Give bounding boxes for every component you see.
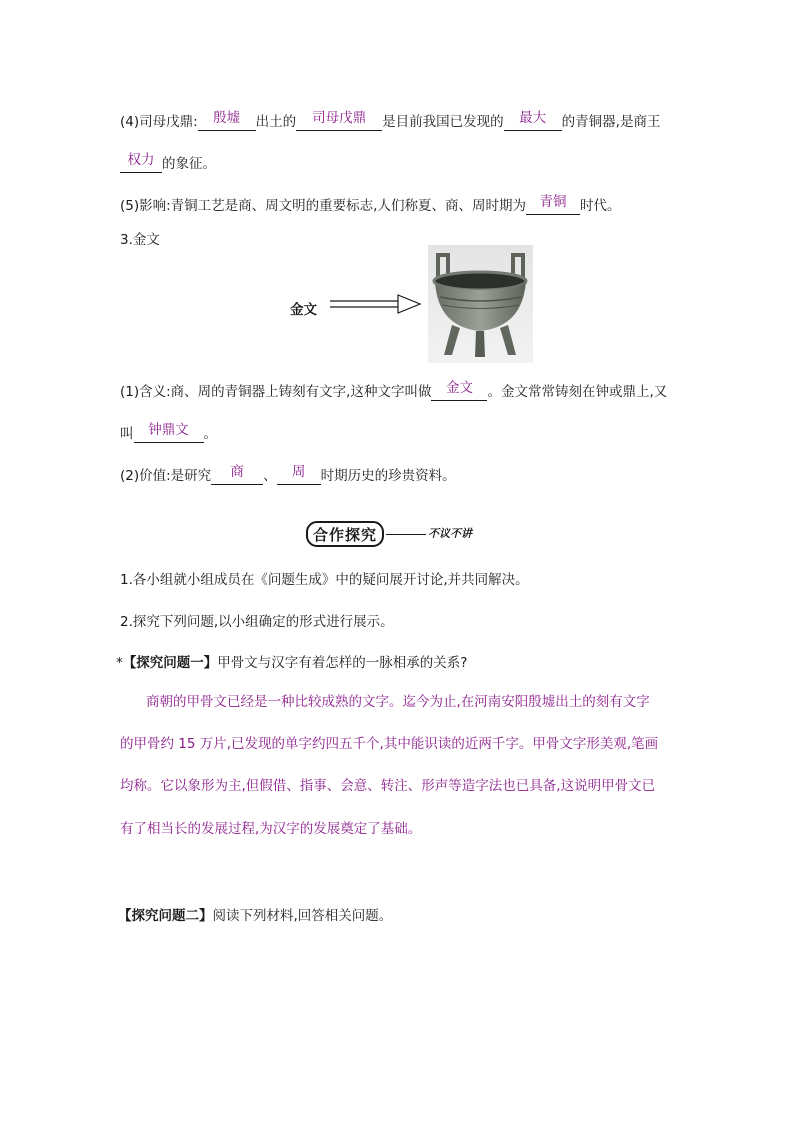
meaning-suffix: 。金文常常铸刻在钟或鼎上,又 (487, 384, 668, 400)
arrow-icon (330, 293, 422, 315)
blank-zuida: 最大 (504, 114, 562, 131)
value-prefix: (2)价值:是研究 (120, 468, 212, 484)
item-4-suffix: 的青铜器,是商王 (561, 114, 661, 130)
value-line (120, 464, 456, 485)
question-2-label: 【探究问题二】 (118, 908, 213, 924)
item-5-suffix: 时代。 (579, 198, 621, 214)
value-sep: 、 (263, 468, 277, 484)
section-3-title: 3.金文 (120, 232, 160, 248)
coop-title: 合作探究 (306, 521, 384, 547)
item-5-line (120, 194, 620, 215)
blank-shang: 商 (211, 468, 263, 485)
item-4-mid2: 是目前我国已发现的 (382, 114, 504, 130)
item-4-prefix: (4)司母戊鼎: (120, 114, 198, 130)
meaning-line2-prefix: 叫 (120, 426, 134, 442)
answer-1-line-1: 商朝的甲骨文已经是一种比较成熟的文字。迄今为止,在河南安阳殷墟出土的刻有文字 (146, 694, 650, 710)
meaning-prefix: (1)含义:商、周的青铜器上铸刻有文字,这种文字叫做 (120, 384, 432, 400)
item-4-line-2 (120, 152, 216, 173)
value-suffix: 时期历史的珍贵资料。 (320, 468, 456, 484)
blank-quanli: 权力 (120, 156, 162, 173)
blank-zhongdingwen: 钟鼎文 (134, 426, 204, 443)
step-2: 2.探究下列问题,以小组确定的形式进行展示。 (120, 614, 394, 630)
blank-yinxu: 殷墟 (198, 114, 256, 131)
figure-label: 金文 (290, 302, 317, 318)
meaning-line2-suffix: 。 (203, 426, 217, 442)
answer-1-line-2: 的甲骨约 15 万片,已发现的单字约四五千个,其中能识读的近两千字。甲骨文字形美观,笔画 (120, 736, 659, 752)
question-2 (118, 904, 392, 924)
question-1 (116, 651, 467, 671)
question-2-text: 阅读下列材料,回答相关问题。 (212, 908, 393, 924)
item-4-line-1 (120, 110, 660, 131)
item-5-prefix: (5)影响:青铜工艺是商、周文明的重要标志,人们称夏、商、周时期为 (120, 198, 526, 214)
bronze-ding-image (428, 245, 533, 363)
blank-qingtong: 青铜 (526, 198, 580, 215)
question-1-label: 【探究问题一】 (122, 655, 218, 671)
star-mark: * (116, 655, 123, 671)
coop-heading (306, 521, 506, 543)
meaning-line-1 (120, 380, 667, 401)
dash-divider (386, 534, 426, 535)
item-4-mid1: 出土的 (255, 114, 297, 130)
blank-jinwen: 金文 (431, 384, 487, 401)
blank-zhou: 周 (277, 468, 321, 485)
step-1: 1.各小组就小组成员在《问题生成》中的疑问展开讨论,并共同解决。 (120, 572, 529, 588)
answer-1-line-4: 有了相当长的发展过程,为汉字的发展奠定了基础。 (120, 821, 422, 837)
answer-1-line-3: 均称。它以象形为主,但假借、指事、会意、转注、形声等造字法也已具备,这说明甲骨文已 (120, 778, 656, 794)
meaning-line-2 (120, 422, 217, 443)
coop-subtitle-wrap (386, 525, 472, 541)
blank-simuwu: 司母戊鼎 (296, 114, 382, 131)
coop-subtitle: 不议不讲 (428, 527, 472, 540)
item-4-end: 的象征。 (162, 156, 216, 172)
question-1-text: 甲骨文与汉字有着怎样的一脉相承的关系? (217, 655, 468, 671)
